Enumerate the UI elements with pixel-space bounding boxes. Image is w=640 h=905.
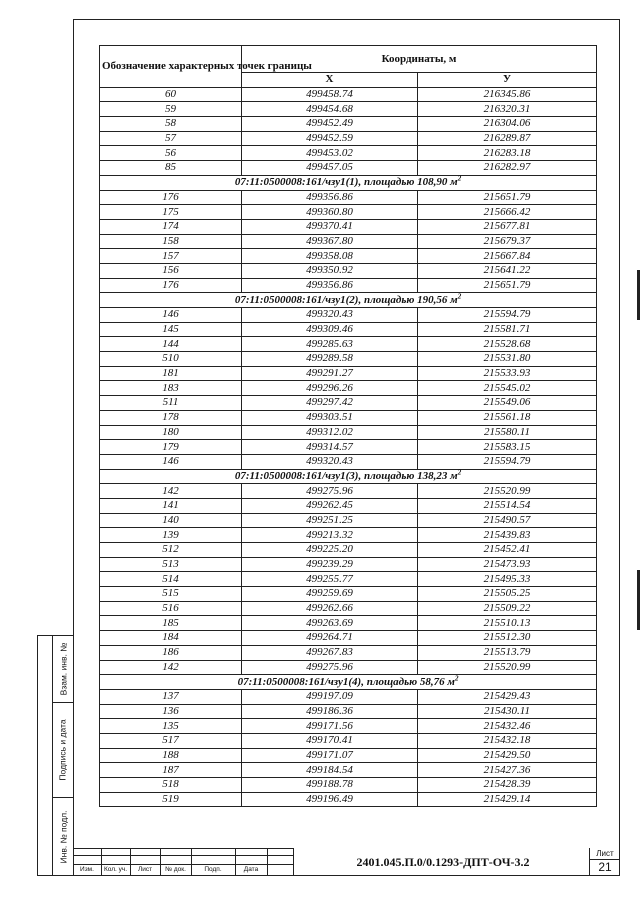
table-row xyxy=(100,337,597,352)
sheet-box xyxy=(589,848,620,876)
x-cell: 499350.92 xyxy=(242,263,418,278)
table-row xyxy=(100,528,597,543)
y-cell: 215583.15 xyxy=(418,440,597,455)
sheet-label: Лист xyxy=(590,849,620,860)
section-title-unit-sup: 2 xyxy=(457,468,462,477)
point-cell: 146 xyxy=(100,308,242,323)
point-cell: 145 xyxy=(100,322,242,337)
x-cell: 499225.20 xyxy=(242,543,418,558)
title-block xyxy=(73,848,620,876)
table-row xyxy=(100,205,597,220)
y-cell: 215594.79 xyxy=(418,454,597,469)
x-cell: 499297.42 xyxy=(242,396,418,411)
x-cell: 499170.41 xyxy=(242,733,418,748)
point-cell: 176 xyxy=(100,190,242,205)
section-row xyxy=(100,675,597,690)
signature-date-cell xyxy=(52,702,74,798)
title-label-podp: Подп. xyxy=(204,866,222,873)
section-title-unit-sup: 2 xyxy=(457,174,462,183)
x-cell: 499262.66 xyxy=(242,601,418,616)
table-row xyxy=(100,87,597,102)
section-title-text: 07:11:0500008:161/чзу1(1), площадью 108,90 м xyxy=(234,176,458,189)
grid-line xyxy=(73,855,293,856)
y-cell: 215429.43 xyxy=(418,689,597,704)
title-label-izm: Изм. xyxy=(80,866,94,873)
table-row xyxy=(100,484,597,499)
table-row xyxy=(100,763,597,778)
point-cell: 188 xyxy=(100,748,242,763)
table-row xyxy=(100,263,597,278)
table-row xyxy=(100,601,597,616)
point-cell: 142 xyxy=(100,660,242,675)
table-row xyxy=(100,792,597,807)
y-cell: 215513.79 xyxy=(418,645,597,660)
x-cell: 499263.69 xyxy=(242,616,418,631)
x-cell: 499262.45 xyxy=(242,498,418,513)
point-cell: 187 xyxy=(100,763,242,778)
table-row xyxy=(100,308,597,323)
y-cell: 215581.71 xyxy=(418,322,597,337)
x-cell: 499312.02 xyxy=(242,425,418,440)
table-row xyxy=(100,572,597,587)
x-cell: 499360.80 xyxy=(242,205,418,220)
table-row xyxy=(100,410,597,425)
title-label-list: Лист xyxy=(137,866,153,873)
table-row xyxy=(100,219,597,234)
table-row xyxy=(100,748,597,763)
table-row xyxy=(100,146,597,161)
title-label-kol-uch: Кол. уч. xyxy=(103,866,128,873)
point-cell: 178 xyxy=(100,410,242,425)
y-cell: 216345.86 xyxy=(418,87,597,102)
document-code: 2401.045.П.0/0.1293-ДПТ-ОЧ-3.2 xyxy=(293,848,592,876)
inv-original-cell xyxy=(52,797,74,877)
inv-original-label: Инв. № подл. xyxy=(58,810,69,864)
table-row xyxy=(100,454,597,469)
y-cell: 215520.99 xyxy=(418,484,597,499)
x-cell: 499289.58 xyxy=(242,352,418,367)
section-row xyxy=(100,469,597,484)
section-title-text: 07:11:0500008:161/чзу1(4), площадью 58,76 м xyxy=(237,675,455,688)
x-cell: 499309.46 xyxy=(242,322,418,337)
table-row xyxy=(100,366,597,381)
point-cell: 184 xyxy=(100,631,242,646)
point-cell: 517 xyxy=(100,733,242,748)
grid-line xyxy=(73,848,293,849)
x-cell: 499454.68 xyxy=(242,102,418,117)
x-cell: 499184.54 xyxy=(242,763,418,778)
point-cell: 141 xyxy=(100,498,242,513)
x-cell: 499197.09 xyxy=(242,689,418,704)
y-cell: 215429.50 xyxy=(418,748,597,763)
table-row xyxy=(100,396,597,411)
point-cell: 180 xyxy=(100,425,242,440)
x-cell: 499453.02 xyxy=(242,146,418,161)
point-cell: 139 xyxy=(100,528,242,543)
coordinates-body xyxy=(100,87,597,807)
point-cell: 146 xyxy=(100,454,242,469)
point-cell: 518 xyxy=(100,778,242,793)
side-stamp-blank-column xyxy=(38,636,53,875)
point-cell: 513 xyxy=(100,557,242,572)
point-cell: 85 xyxy=(100,161,242,176)
point-cell: 140 xyxy=(100,513,242,528)
side-stamp-label-column xyxy=(52,636,74,875)
table-row xyxy=(100,557,597,572)
point-cell: 181 xyxy=(100,366,242,381)
x-cell: 499275.96 xyxy=(242,660,418,675)
x-cell: 499458.74 xyxy=(242,87,418,102)
y-cell: 215428.39 xyxy=(418,778,597,793)
x-cell: 499291.27 xyxy=(242,366,418,381)
point-cell: 515 xyxy=(100,587,242,602)
table-row xyxy=(100,719,597,734)
point-cell: 136 xyxy=(100,704,242,719)
point-cell: 185 xyxy=(100,616,242,631)
point-cell: 519 xyxy=(100,792,242,807)
point-cell: 60 xyxy=(100,87,242,102)
table-row xyxy=(100,322,597,337)
point-cell: 512 xyxy=(100,543,242,558)
point-cell: 157 xyxy=(100,249,242,264)
point-cell: 174 xyxy=(100,219,242,234)
table-row xyxy=(100,190,597,205)
sheet-number: 21 xyxy=(598,860,612,874)
table-row xyxy=(100,660,597,675)
header-x: X xyxy=(242,73,418,88)
x-cell: 499358.08 xyxy=(242,249,418,264)
point-cell: 516 xyxy=(100,601,242,616)
section-title-unit-sup: 2 xyxy=(454,673,459,682)
y-cell: 215514.54 xyxy=(418,498,597,513)
table-row xyxy=(100,631,597,646)
point-cell: 158 xyxy=(100,234,242,249)
x-cell: 499264.71 xyxy=(242,631,418,646)
table-row xyxy=(100,352,597,367)
table-row xyxy=(100,778,597,793)
header-points: Обозначение характерных точек границы xyxy=(100,46,242,88)
table-row xyxy=(100,513,597,528)
y-cell: 215651.79 xyxy=(418,278,597,293)
table-row xyxy=(100,645,597,660)
y-cell: 215531.80 xyxy=(418,352,597,367)
y-cell: 215545.02 xyxy=(418,381,597,396)
x-cell: 499188.78 xyxy=(242,778,418,793)
y-cell: 215594.79 xyxy=(418,308,597,323)
y-cell: 215509.22 xyxy=(418,601,597,616)
y-cell: 215520.99 xyxy=(418,660,597,675)
y-cell: 215666.42 xyxy=(418,205,597,220)
grid-line xyxy=(267,848,268,876)
point-cell: 176 xyxy=(100,278,242,293)
y-cell: 215580.11 xyxy=(418,425,597,440)
table-row xyxy=(100,587,597,602)
y-cell: 215549.06 xyxy=(418,396,597,411)
table-row xyxy=(100,278,597,293)
y-cell: 215510.13 xyxy=(418,616,597,631)
table-row xyxy=(100,425,597,440)
section-title-text: 07:11:0500008:161/чзу1(3), площадью 138,23 м xyxy=(234,469,458,482)
x-cell: 499255.77 xyxy=(242,572,418,587)
y-cell: 215495.33 xyxy=(418,572,597,587)
x-cell: 499367.80 xyxy=(242,234,418,249)
y-cell: 215679.37 xyxy=(418,234,597,249)
point-cell: 58 xyxy=(100,117,242,132)
y-cell: 215432.46 xyxy=(418,719,597,734)
y-cell: 216289.87 xyxy=(418,131,597,146)
x-cell: 499370.41 xyxy=(242,219,418,234)
x-cell: 499259.69 xyxy=(242,587,418,602)
y-cell: 215667.84 xyxy=(418,249,597,264)
point-cell: 179 xyxy=(100,440,242,455)
side-stamp xyxy=(37,635,73,876)
y-cell: 215528.68 xyxy=(418,337,597,352)
point-cell: 144 xyxy=(100,337,242,352)
vzam-inv-label: Взам. инв. № xyxy=(58,642,69,696)
x-cell: 499285.63 xyxy=(242,337,418,352)
vzam-inv-cell xyxy=(52,636,74,703)
point-cell: 59 xyxy=(100,102,242,117)
y-cell: 215429.14 xyxy=(418,792,597,807)
table-row xyxy=(100,616,597,631)
point-cell: 142 xyxy=(100,484,242,499)
y-cell: 216282.97 xyxy=(418,161,597,176)
section-title-text: 07:11:0500008:161/чзу1(2), площадью 190,56 м xyxy=(234,293,458,306)
table-row xyxy=(100,440,597,455)
x-cell: 499320.43 xyxy=(242,454,418,469)
title-label-doc: № док. xyxy=(165,866,186,873)
point-cell: 511 xyxy=(100,396,242,411)
y-cell: 215432.18 xyxy=(418,733,597,748)
table-row xyxy=(100,249,597,264)
x-cell: 499296.26 xyxy=(242,381,418,396)
y-cell: 215677.81 xyxy=(418,219,597,234)
x-cell: 499303.51 xyxy=(242,410,418,425)
y-cell: 215490.57 xyxy=(418,513,597,528)
section-title xyxy=(100,175,597,190)
y-cell: 215452.41 xyxy=(418,543,597,558)
point-cell: 175 xyxy=(100,205,242,220)
point-cell: 156 xyxy=(100,263,242,278)
y-cell: 216283.18 xyxy=(418,146,597,161)
table-row xyxy=(100,102,597,117)
table-row xyxy=(100,234,597,249)
y-cell: 215533.93 xyxy=(418,366,597,381)
x-cell: 499452.59 xyxy=(242,131,418,146)
point-cell: 56 xyxy=(100,146,242,161)
table-row xyxy=(100,161,597,176)
x-cell: 499186.36 xyxy=(242,704,418,719)
y-cell: 215439.83 xyxy=(418,528,597,543)
point-cell: 57 xyxy=(100,131,242,146)
x-cell: 499171.56 xyxy=(242,719,418,734)
x-cell: 499356.86 xyxy=(242,190,418,205)
table-row xyxy=(100,704,597,719)
x-cell: 499452.49 xyxy=(242,117,418,132)
y-cell: 215561.18 xyxy=(418,410,597,425)
title-label-date: Дата xyxy=(243,866,259,873)
y-cell: 215505.25 xyxy=(418,587,597,602)
signature-date-label: Подпись и дата xyxy=(58,718,69,781)
header-y: У xyxy=(418,73,597,88)
section-title xyxy=(100,293,597,308)
section-title-unit-sup: 2 xyxy=(457,292,462,300)
point-cell: 183 xyxy=(100,381,242,396)
y-cell: 216320.31 xyxy=(418,102,597,117)
x-cell: 499314.57 xyxy=(242,440,418,455)
point-cell: 135 xyxy=(100,719,242,734)
x-cell: 499239.29 xyxy=(242,557,418,572)
point-cell: 514 xyxy=(100,572,242,587)
y-cell: 216304.06 xyxy=(418,117,597,132)
section-title xyxy=(100,675,597,690)
section-row xyxy=(100,293,597,308)
x-cell: 499267.83 xyxy=(242,645,418,660)
grid-line xyxy=(73,864,293,865)
x-cell: 499213.32 xyxy=(242,528,418,543)
table-row xyxy=(100,498,597,513)
table-row xyxy=(100,131,597,146)
x-cell: 499251.25 xyxy=(242,513,418,528)
y-cell: 215430.11 xyxy=(418,704,597,719)
x-cell: 499320.43 xyxy=(242,308,418,323)
point-cell: 510 xyxy=(100,352,242,367)
point-cell: 137 xyxy=(100,689,242,704)
title-block-grid xyxy=(73,848,293,876)
table-row xyxy=(100,543,597,558)
table-row xyxy=(100,117,597,132)
y-cell: 215473.93 xyxy=(418,557,597,572)
table-row xyxy=(100,381,597,396)
x-cell: 499275.96 xyxy=(242,484,418,499)
table-row xyxy=(100,689,597,704)
y-cell: 215651.79 xyxy=(418,190,597,205)
section-title xyxy=(100,469,597,484)
point-cell: 186 xyxy=(100,645,242,660)
x-cell: 499171.07 xyxy=(242,748,418,763)
x-cell: 499457.05 xyxy=(242,161,418,176)
y-cell: 215641.22 xyxy=(418,263,597,278)
header-coordinates: Координаты, м xyxy=(242,46,597,73)
table-row xyxy=(100,733,597,748)
y-cell: 215512.30 xyxy=(418,631,597,646)
section-row xyxy=(100,175,597,190)
y-cell: 215427.36 xyxy=(418,763,597,778)
x-cell: 499196.49 xyxy=(242,792,418,807)
coordinates-table xyxy=(99,45,597,807)
x-cell: 499356.86 xyxy=(242,278,418,293)
